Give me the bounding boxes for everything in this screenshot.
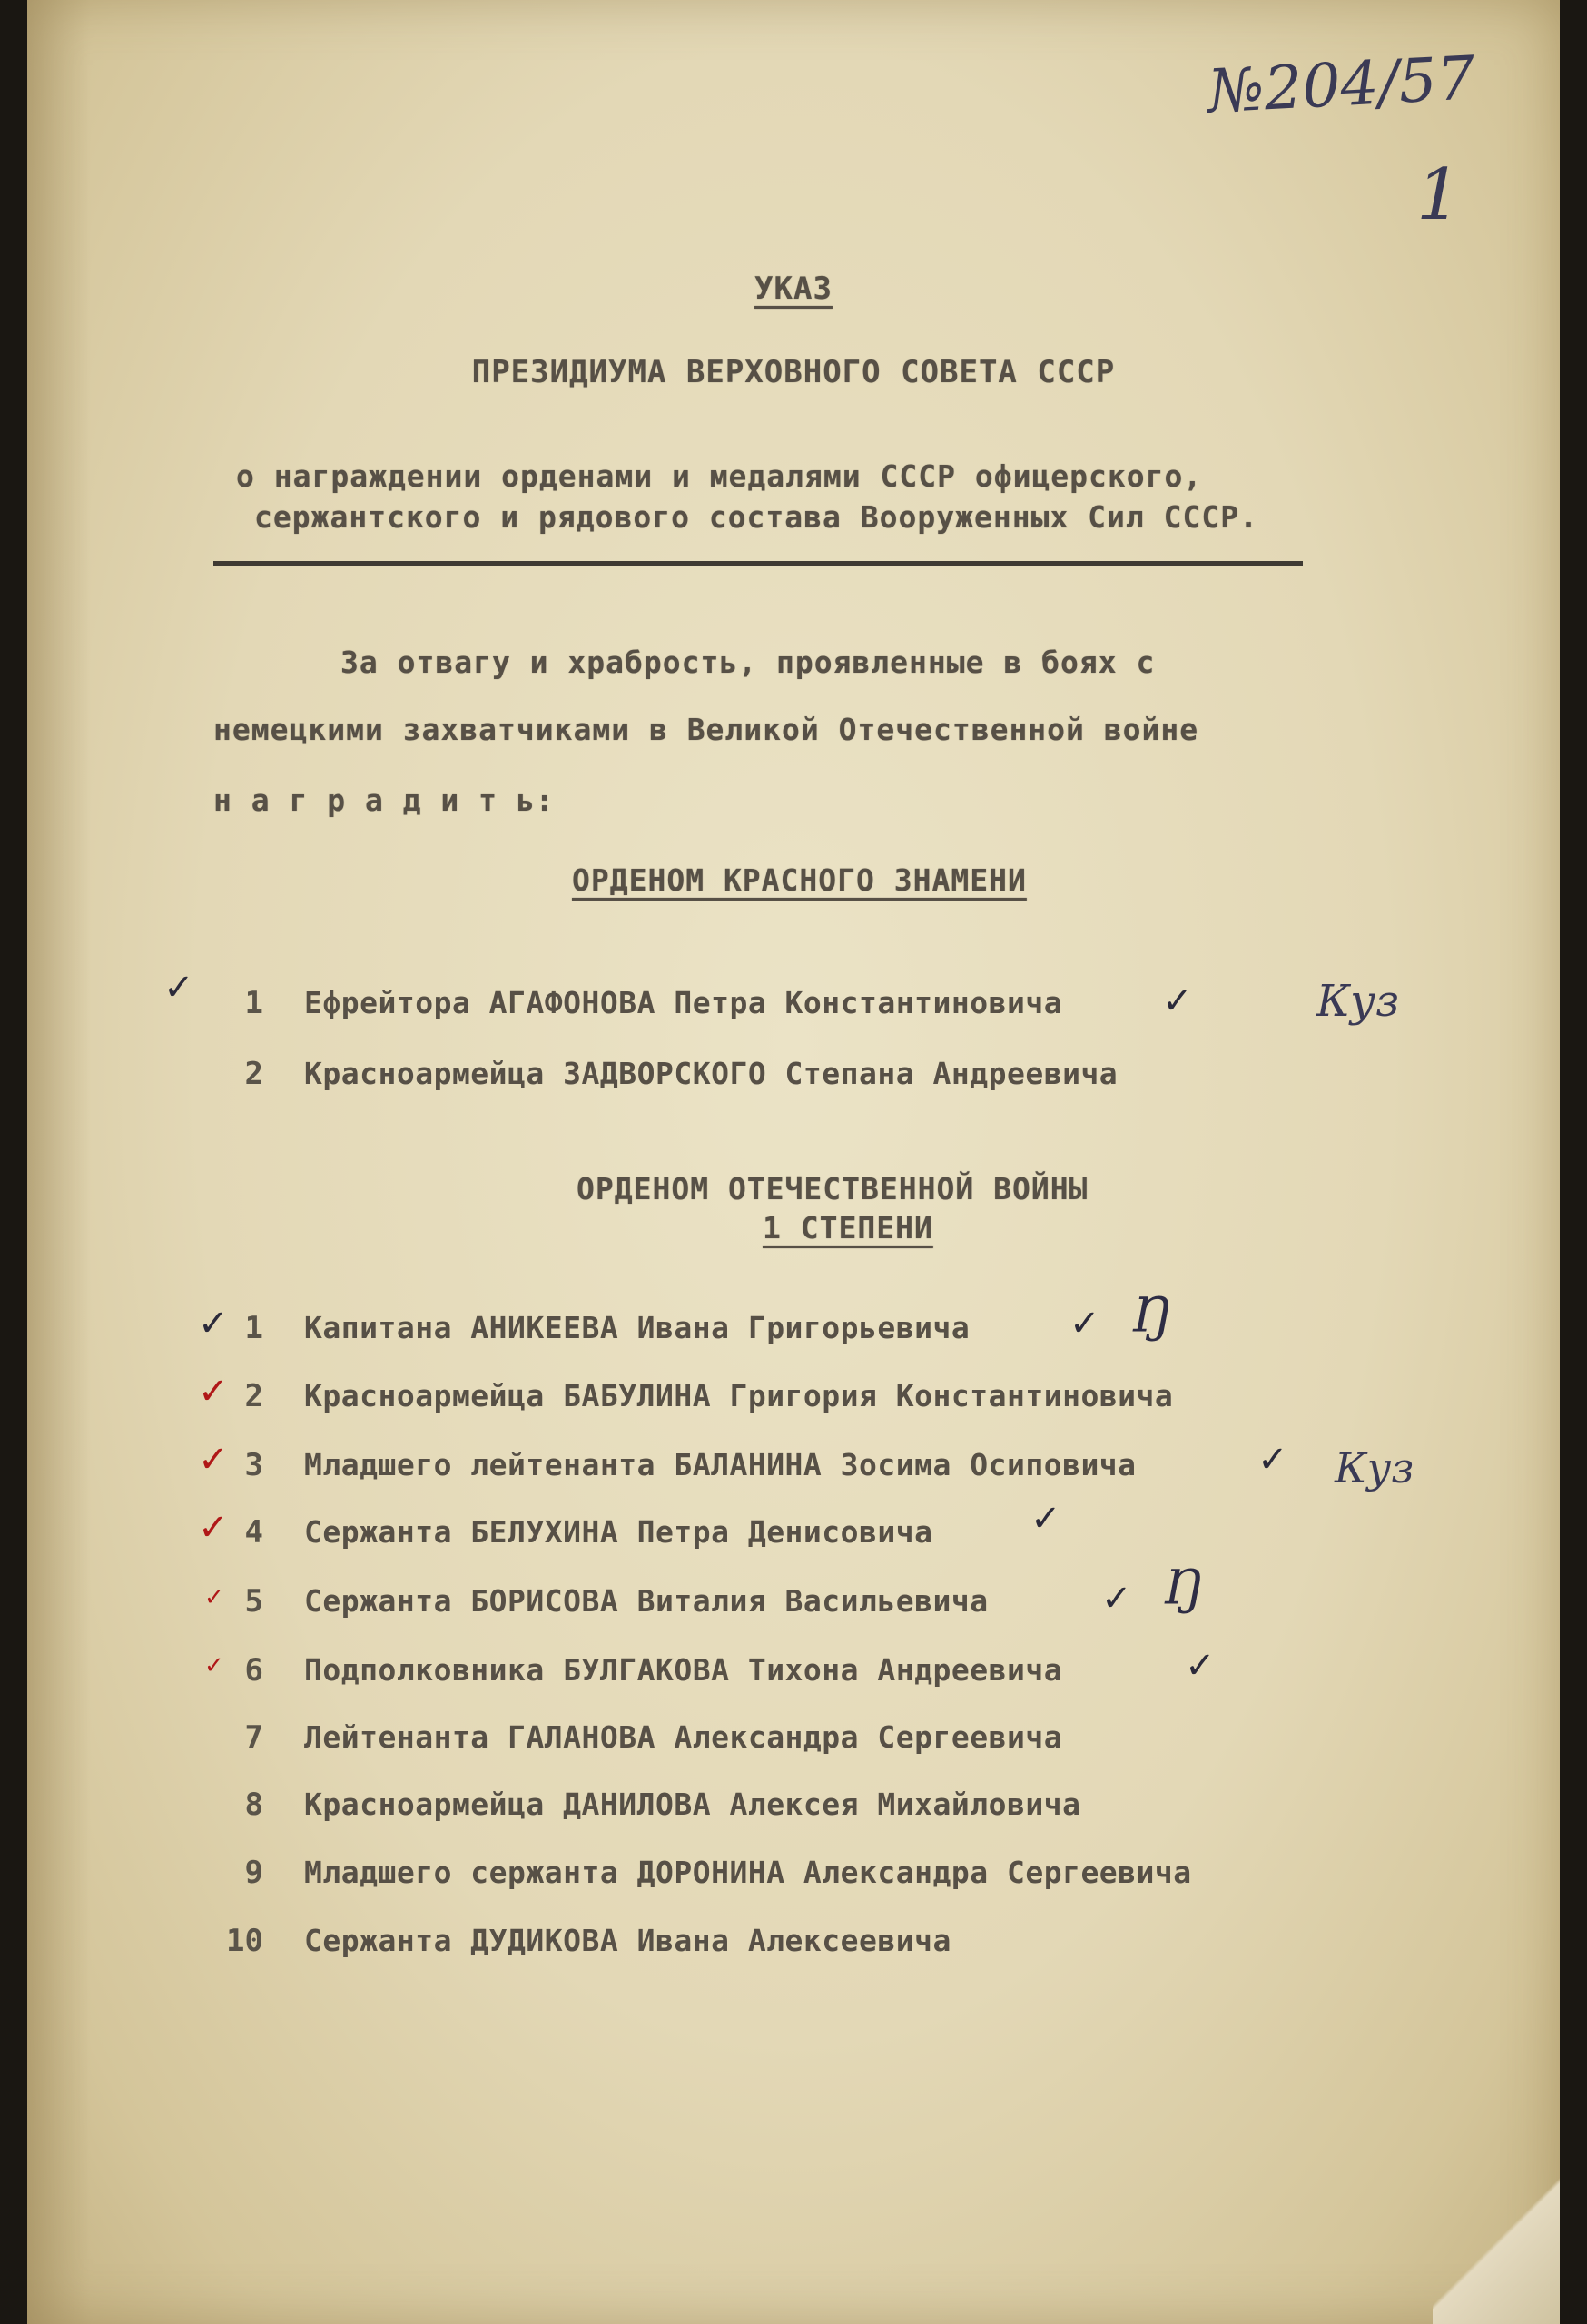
red-check-mark-icon: ✓ <box>198 1507 229 1549</box>
check-mark-icon: ✓ <box>1185 1645 1216 1687</box>
check-mark-icon: ✓ <box>163 967 194 1009</box>
preamble-line2: немецкими захватчиками в Великой Отечественной войне <box>213 712 1199 747</box>
list-item: Красноармейца БАБУЛИНА Григория Константиновича <box>304 1378 1174 1413</box>
section2-heading-line2: 1 СТЕПЕНИ <box>763 1210 933 1246</box>
paper-edge-shadow <box>27 0 91 2324</box>
paper-corner-fold <box>1433 2170 1560 2324</box>
red-check-mark-icon: ✓ <box>198 1439 229 1481</box>
list-item-number: 1 <box>244 1310 263 1346</box>
signature-mark: Ŋ <box>1162 1561 1202 1616</box>
red-check-mark-icon: ✓ <box>198 1371 229 1413</box>
sheet-number: 1 <box>1416 154 1462 236</box>
list-item: Сержанта БЕЛУХИНА Петра Денисовича <box>304 1514 933 1550</box>
section2-heading-line1: ОРДЕНОМ ОТЕЧЕСТВЕННОЙ ВОЙНЫ <box>577 1171 1089 1206</box>
handwritten-note: Куз <box>1316 976 1400 1027</box>
list-item: Подполковника БУЛГАКОВА Тихона Андреевича <box>304 1652 1063 1688</box>
list-item: Лейтенанта ГАЛАНОВА Александра Сергеевича <box>304 1719 1063 1755</box>
decree-subtitle-line2: сержантского и рядового состава Вооруженных Сил СССР. <box>254 499 1258 535</box>
red-check-mark-icon: ✓ <box>204 1652 224 1679</box>
list-item-number: 2 <box>244 1056 263 1092</box>
list-item-number: 6 <box>244 1652 263 1689</box>
list-item-number: 8 <box>244 1787 263 1823</box>
preamble-line1: За отвагу и храбрость, проявленные в боях с <box>340 645 1156 680</box>
title-rule <box>213 561 1303 566</box>
list-item-number: 10 <box>226 1923 263 1959</box>
check-mark-icon: ✓ <box>1101 1578 1132 1620</box>
decree-subtitle-line1: о награждении орденами и медалями СССР офицерского, <box>236 458 1203 494</box>
document-page <box>27 0 1560 2324</box>
check-mark-icon: ✓ <box>1030 1498 1061 1540</box>
signature-mark: Ŋ <box>1130 1289 1170 1344</box>
list-item-number: 9 <box>244 1855 263 1891</box>
check-mark-icon: ✓ <box>1257 1439 1288 1481</box>
decree-issuer: ПРЕЗИДИУМА ВЕРХОВНОГО СОВЕТА СССР <box>471 354 1116 390</box>
check-mark-icon: ✓ <box>1070 1303 1100 1344</box>
list-item: Красноармейца ДАНИЛОВА Алексея Михайловича <box>304 1787 1081 1822</box>
preamble-line3: н а г р а д и т ь: <box>213 783 555 818</box>
list-item: Ефрейтора АГАФОНОВА Петра Константиновича <box>304 985 1063 1020</box>
list-item: Младшего лейтенанта БАЛАНИНА Зосима Осиповича <box>304 1447 1137 1482</box>
list-item: Сержанта БОРИСОВА Виталия Васильевича <box>304 1583 989 1619</box>
list-item: Капитана АНИКЕЕВА Ивана Григорьевича <box>304 1310 971 1345</box>
list-item-number: 5 <box>244 1583 263 1620</box>
list-item-number: 2 <box>244 1378 263 1414</box>
list-item-number: 4 <box>244 1514 263 1551</box>
check-mark-icon: ✓ <box>1162 980 1193 1022</box>
list-item: Младшего сержанта ДОРОНИНА Александра Сергеевича <box>304 1855 1192 1890</box>
decree-title: УКАЗ <box>754 271 833 307</box>
check-mark-icon: ✓ <box>198 1303 229 1344</box>
list-item-number: 7 <box>244 1719 263 1756</box>
list-item: Сержанта ДУДИКОВА Ивана Алексеевича <box>304 1923 951 1958</box>
handwritten-note: Куз <box>1335 1443 1414 1492</box>
red-check-mark-icon: ✓ <box>204 1584 224 1611</box>
archive-number: №204/57 <box>1206 43 1477 127</box>
list-item-number: 3 <box>244 1447 263 1483</box>
section1-heading: ОРДЕНОМ КРАСНОГО ЗНАМЕНИ <box>572 862 1027 898</box>
list-item-number: 1 <box>244 985 263 1021</box>
list-item: Красноармейца ЗАДВОРСКОГО Степана Андреевича <box>304 1056 1119 1091</box>
